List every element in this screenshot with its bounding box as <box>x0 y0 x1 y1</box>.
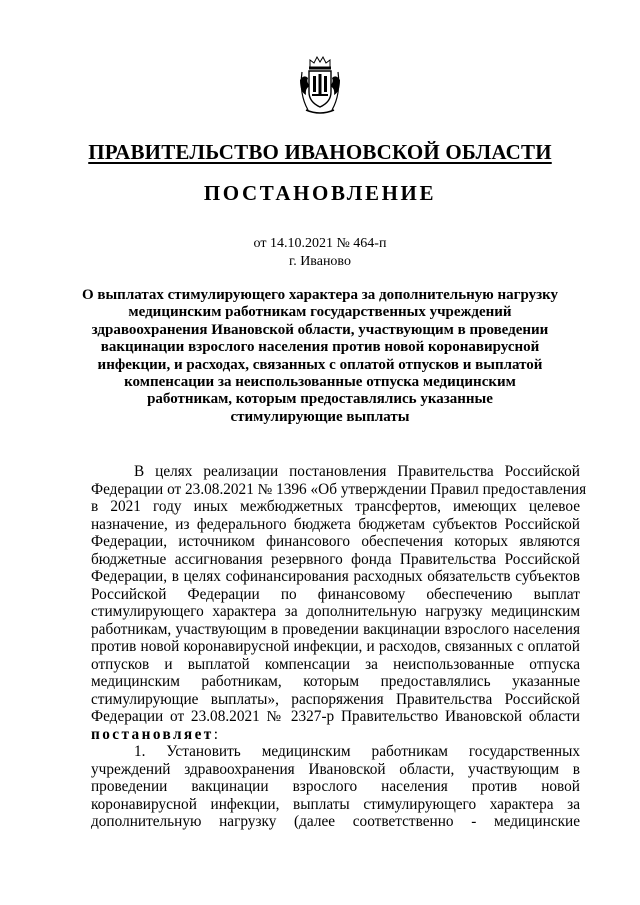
preamble-line: стимулирующего характера за дополнительную нагрузку медицинским <box>91 603 580 620</box>
preamble-line: бюджетные ассигнования резервного фонда Правительства Российской <box>91 550 580 568</box>
heading-line: компенсации за неиспользованные отпуска медицинским <box>124 374 516 391</box>
preamble-line: медицинским работникам, которым предоставлялись указанные <box>91 673 580 690</box>
document-city: г. Иваново <box>289 254 351 269</box>
preamble-line: В целях реализации постановления Правительства Российской <box>134 463 580 480</box>
clause-line: 1. Установить медицинским работникам государственных <box>134 743 580 760</box>
preamble-line: назначение, из федерального бюджета бюджетам субъектов Российской <box>91 515 580 533</box>
preamble-line: в 2021 году иных межбюджетных трансфертов, имеющих целевое <box>91 498 580 515</box>
preamble-line: стимулирующие выплаты», распоряжения Правительства Российской <box>91 690 580 708</box>
heading-line: стимулирующие выплаты <box>230 408 410 425</box>
document-heading <box>80 287 560 426</box>
preamble-line: Федерации, в целях софинансирования расходных обязательств субъектов <box>91 568 580 585</box>
heading-line: медицинским работникам государственных учреждений <box>128 304 512 321</box>
resolves-word: постановляет <box>91 725 214 743</box>
preamble-line: Федерации от 23.08.2021 № 1396 «Об утверждении Правил предоставления <box>91 480 587 498</box>
heading-line: инфекции, и расходах, связанных с оплатой отпусков и выплатой <box>97 356 543 373</box>
heading-line: О выплатах стимулирующего характера за дополнительную нагрузку <box>81 287 559 303</box>
clause-line: проведении вакцинации взрослого населения против новой <box>91 778 580 795</box>
document-type: ПОСТАНОВЛЕНИЕ <box>203 181 437 205</box>
heading-line: вакцинации взрослого населения против новой коронавирусной <box>100 339 540 356</box>
heading-line: здравоохранения Ивановской области, участвующим в проведении <box>91 321 549 338</box>
preamble-line: Российской Федерации по финансовому обеспечению выплат <box>91 585 580 603</box>
heading-line: работникам, которым предоставлялись указанные <box>147 391 493 408</box>
clause-line: учреждений здравоохранения Ивановской области, участвующим в <box>91 760 580 778</box>
preamble-line: работникам, участвующим в проведении вакцинации взрослого населения <box>91 620 580 638</box>
resolves-line <box>91 726 580 744</box>
preamble-line: Федерации от 23.08.2021 № 2327-р Правительство Ивановской области <box>91 708 580 725</box>
ivanovo-coat-of-arms-icon <box>296 54 344 116</box>
clause-line: дополнительную нагрузку (далее соответственно - медицинские <box>91 813 580 830</box>
document-date-number: от 14.10.2021 № 464-п <box>253 236 387 251</box>
preamble-line: против новой коронавирусной инфекции, и расходов, связанных с оплатой <box>91 638 580 655</box>
clause-line: коронавирусной инфекции, выплаты стимулирующего характера за <box>91 795 580 813</box>
preamble-line: отпусков и выплатой компенсации за неиспользованные отпуска <box>91 655 580 673</box>
preamble-line: Федерации, источником финансового обеспечения которых являются <box>91 533 580 550</box>
document-body <box>91 463 587 831</box>
resolves-suffix: : <box>213 725 218 743</box>
government-title: ПРАВИТЕЛЬСТВО ИВАНОВСКОЙ ОБЛАСТИ <box>88 140 552 164</box>
